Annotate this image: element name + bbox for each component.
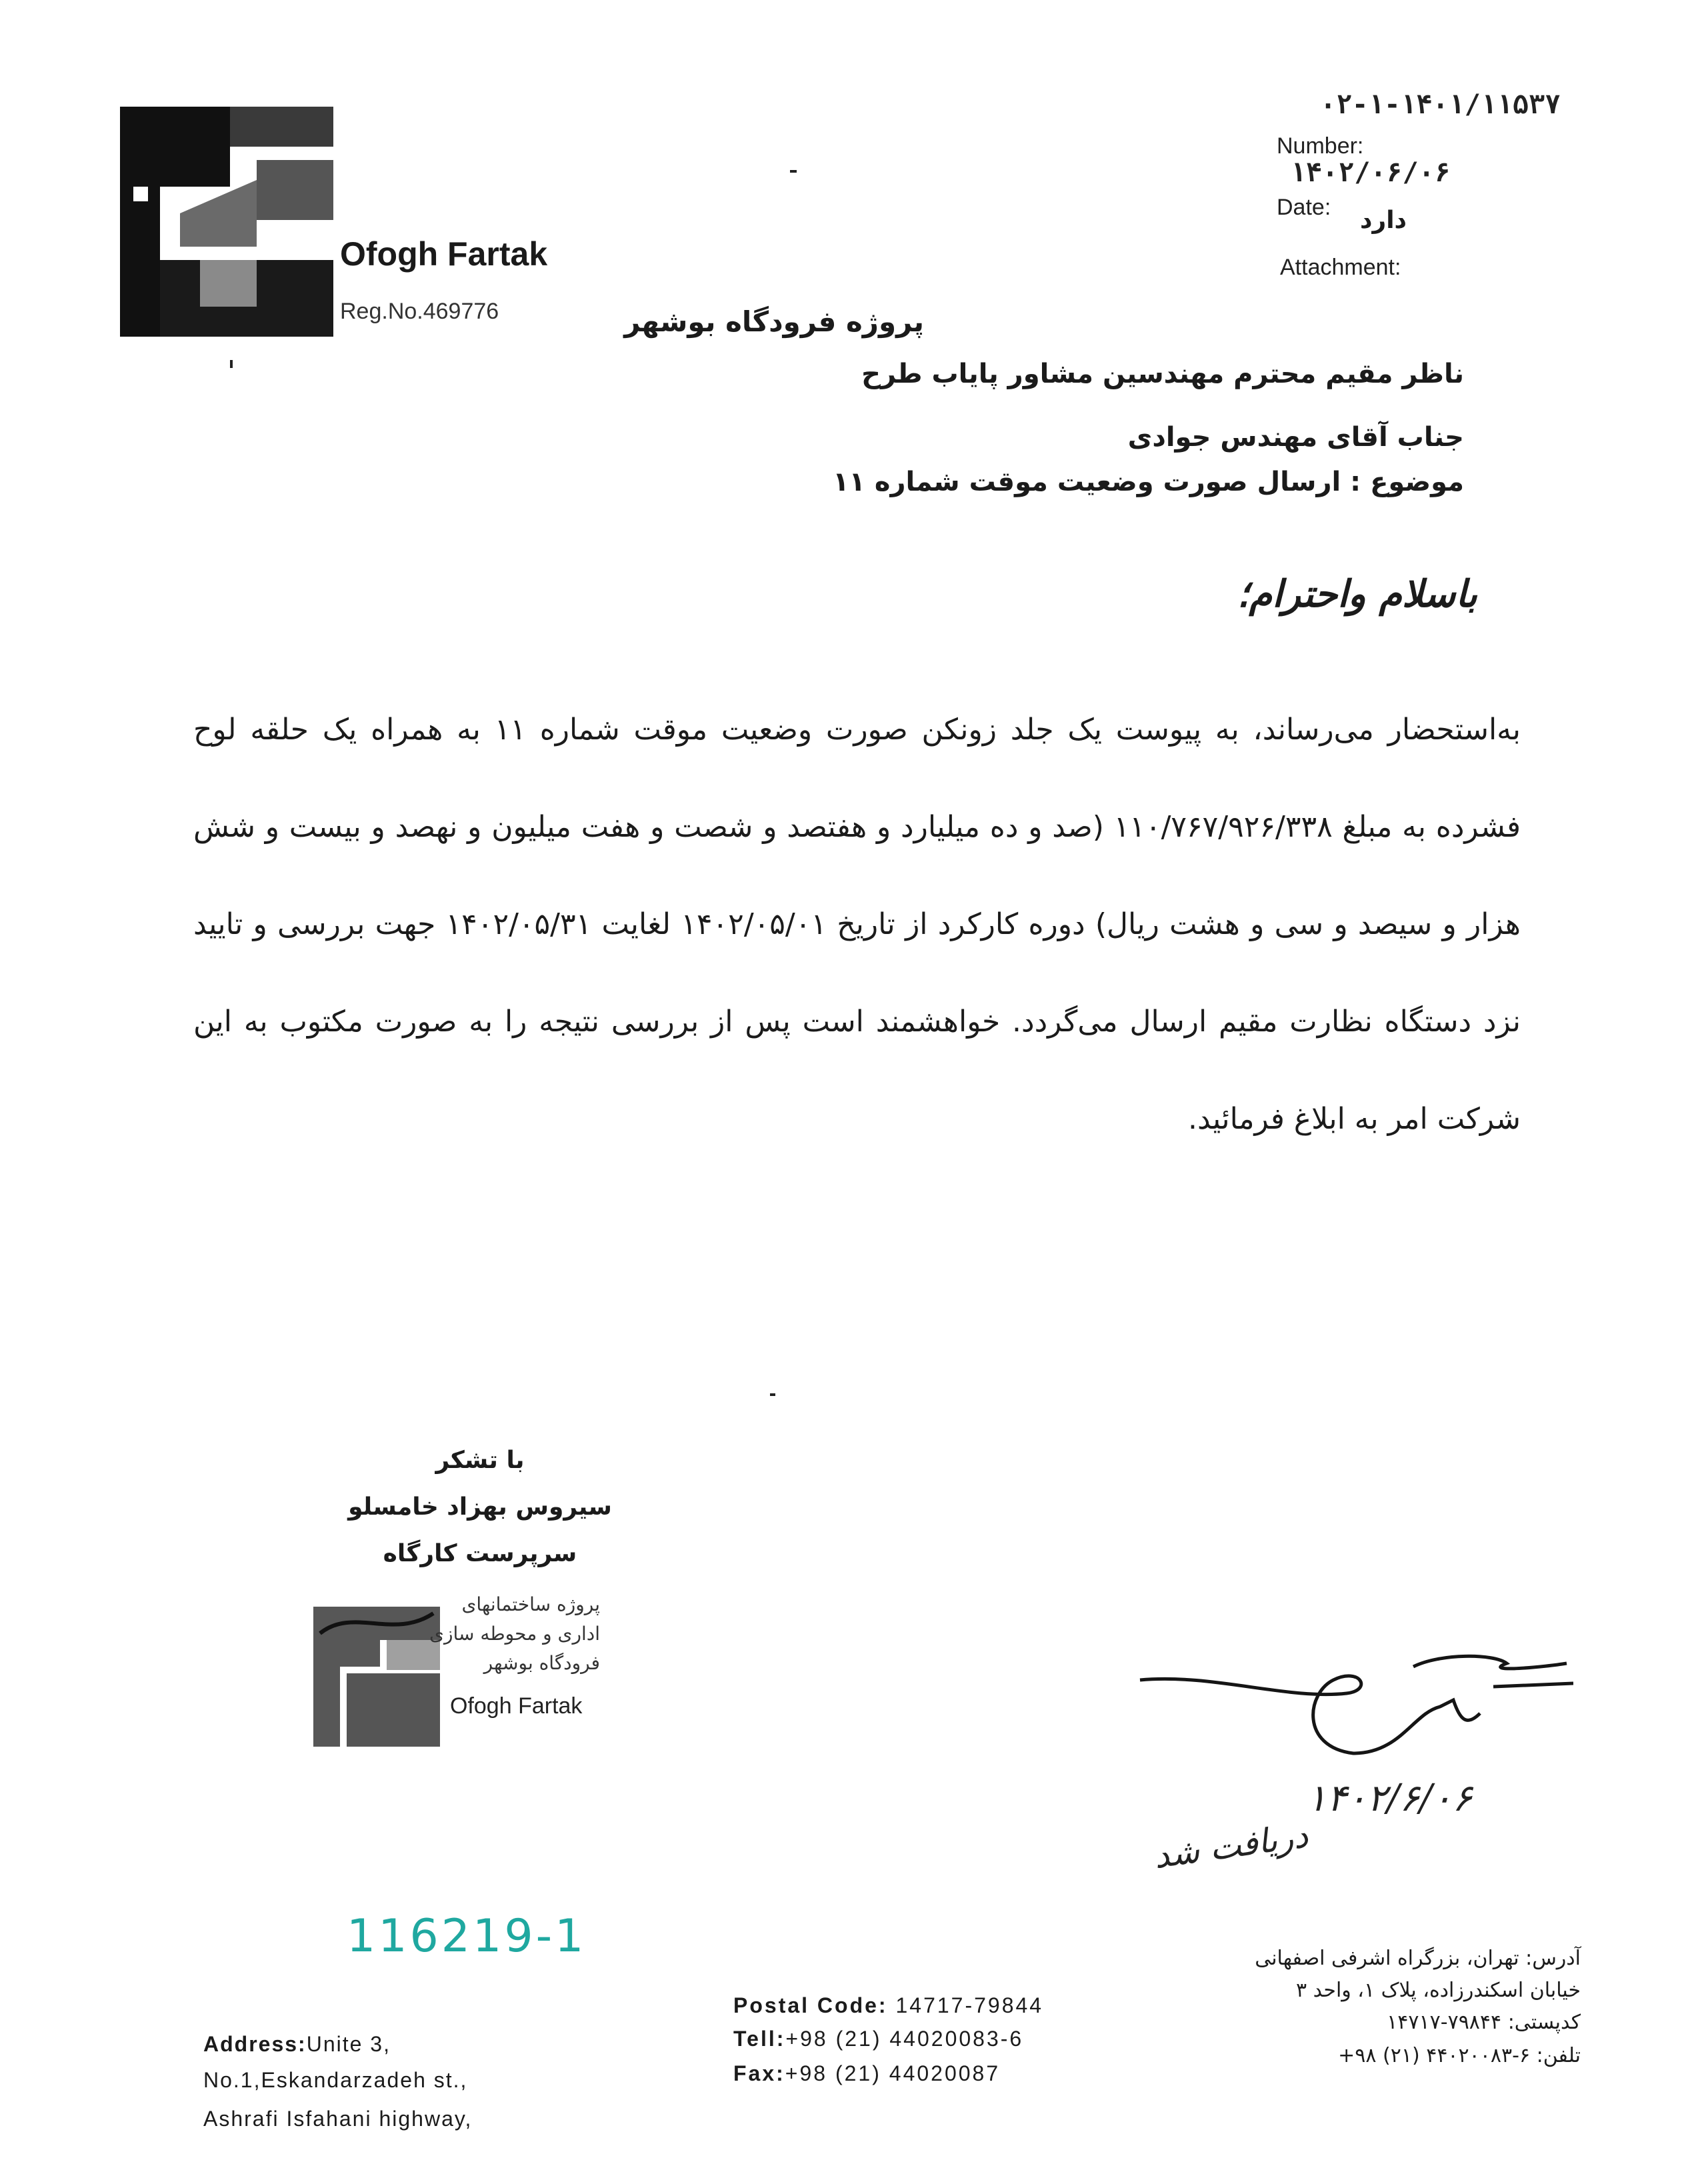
stamp-line-1: پروژه ساختمانهای bbox=[461, 1593, 600, 1615]
fax-label: Fax: bbox=[733, 2061, 785, 2085]
footer-fax bbox=[733, 2061, 1000, 2086]
date-value: ۱۴۰۲/۰۶/۰۶ bbox=[1290, 157, 1451, 188]
signer-title: سرپرست کارگاه bbox=[383, 1540, 577, 1567]
footer-fa-line-3: کدپستی: ۷۹۸۴۴-۱۴۷۱۷ bbox=[1387, 2011, 1581, 2034]
closing-thanks: با تشکر bbox=[435, 1447, 525, 1474]
handwritten-received-note: دریافت شد bbox=[1151, 1816, 1311, 1876]
address-label: Address: bbox=[203, 2032, 307, 2056]
recipient-line-1: ناظر مقیم محترم مهندسین مشاور پایاب طرح bbox=[861, 359, 1464, 389]
scan-speck bbox=[770, 1393, 775, 1396]
number-value: ۰۲-۱-۱۴۰۱/۱۱۵۳۷ bbox=[1320, 89, 1561, 120]
attachment-label: Attachment: bbox=[1280, 255, 1401, 280]
footer-fa-line-4: تلفن: ۶-۴۴۰۲۰۰۸۳ (۲۱) ۹۸+ bbox=[1338, 2044, 1581, 2067]
company-name: Ofogh Fartak bbox=[340, 235, 548, 273]
company-stamp bbox=[313, 1593, 613, 1753]
footer-fa-line-2: خیابان اسکندرزاده، پلاک ۱، واحد ۳ bbox=[1295, 1979, 1581, 2002]
fax-value: +98 (21) 44020087 bbox=[785, 2061, 1001, 2085]
number-label: Number: bbox=[1277, 133, 1364, 159]
subject-line: موضوع : ارسال صورت وضعیت موقت شماره ۱۱ bbox=[833, 467, 1464, 497]
stamp-line-3: فرودگاه بوشهر bbox=[483, 1652, 600, 1674]
registration-number: Reg.No.469776 bbox=[340, 299, 499, 324]
address-line-3: Ashrafi Isfahani highway, bbox=[203, 2107, 473, 2131]
footer-fa-line-1: آدرس: تهران، بزرگراه اشرفی اصفهانی bbox=[1255, 1947, 1581, 1970]
postal-value: 14717-79844 bbox=[895, 1993, 1044, 2017]
stamp-brand: Ofogh Fartak bbox=[450, 1693, 583, 1719]
stamp-line-2: اداری و محوطه سازی bbox=[429, 1623, 600, 1645]
address-line-2: No.1,Eskandarzadeh st., bbox=[203, 2068, 468, 2092]
scan-speck bbox=[790, 170, 797, 173]
handwritten-date: ۱۴۰۲/۶/۰۶ bbox=[1307, 1777, 1473, 1820]
handwritten-inbox-number: 116219-1 bbox=[347, 1910, 587, 1963]
signer-name: سیروس بهزاد خامسلو bbox=[348, 1493, 612, 1521]
greeting: باسلام واحترام؛ bbox=[1237, 572, 1477, 616]
tel-value: +98 (21) 44020083-6 bbox=[785, 2027, 1024, 2051]
scan-speck bbox=[230, 360, 233, 368]
company-logo bbox=[120, 107, 333, 337]
signature-mark bbox=[1133, 1653, 1573, 1787]
address-line-1: Unite 3, bbox=[306, 2032, 391, 2056]
date-label: Date: bbox=[1277, 195, 1331, 220]
footer-address-line-1 bbox=[203, 2032, 391, 2057]
footer-tel bbox=[733, 2027, 1023, 2051]
footer-postal bbox=[733, 1993, 1043, 2018]
stamp-logo-icon bbox=[313, 1593, 447, 1753]
letter-body: به‌استحضار می‌رساند، به پیوست یک جلد زونکن صورت وضعیت موقت شماره ۱۱ به همراه یک حلقه لوح فشرده به مبلغ ۱۱۰/۷۶۷/۹۲۶/۳۳۸ (صد و ده میلیارد و هفتصد و شصت و هفت میلیون و نهصد و بیست و شش هزار و سیصد و سی و هشت ریال) دوره کارکرد از تاریخ ۱۴۰۲/۰۵/۰۱ لغایت ۱۴۰۲/۰۵/۳۱ جهت بررسی و تایید نزد دستگاه نظارت مقیم ارسال می‌گردد. خواهشمند است پس از بررسی نتیجه را به صورت مکتوب به این شرکت امر به ابلاغ فرمائید. bbox=[193, 713, 1521, 1136]
attachment-value: دارد bbox=[1360, 207, 1407, 234]
postal-label: Postal Code: bbox=[733, 1993, 888, 2017]
tel-label: Tell: bbox=[733, 2027, 786, 2051]
project-title: پروژه فرودگاه بوشهر bbox=[624, 305, 924, 338]
recipient-line-2: جناب آقای مهندس جوادی bbox=[1127, 422, 1464, 453]
